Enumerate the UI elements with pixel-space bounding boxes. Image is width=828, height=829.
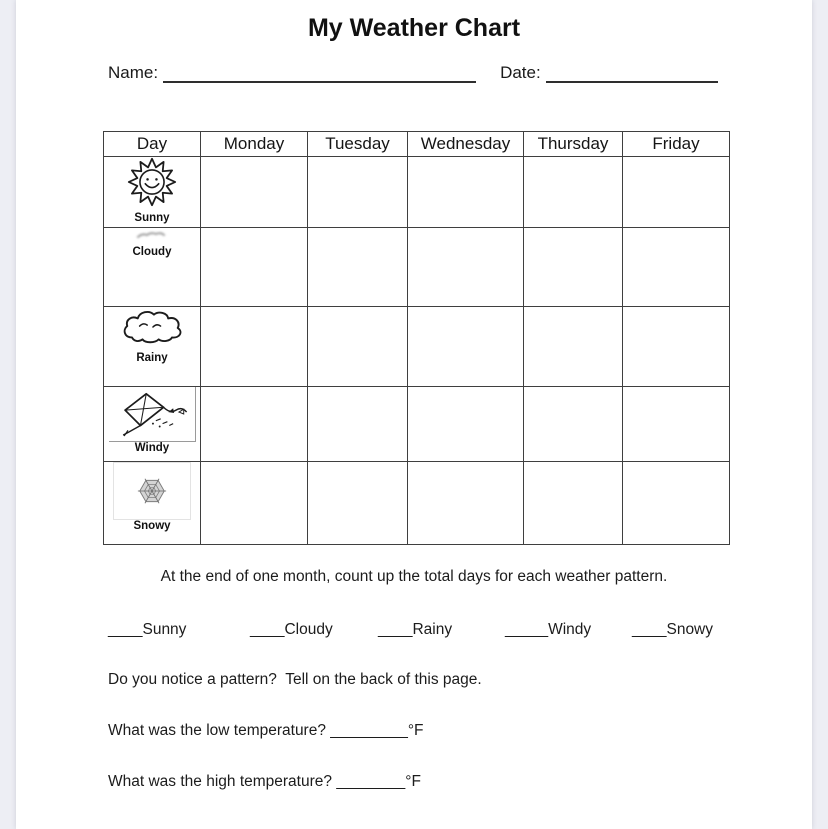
page-title: My Weather Chart — [307, 14, 521, 42]
snowy-row-header-cell — [104, 462, 201, 545]
weather-cell — [201, 157, 308, 228]
weather-cell — [524, 157, 623, 228]
name-label: Name: — [108, 63, 159, 82]
weather-cell — [201, 307, 308, 387]
cloud-smudge-icon — [135, 228, 169, 246]
date-label: Date: — [500, 63, 541, 82]
table-row-windy — [104, 387, 730, 462]
weather-cell — [308, 462, 408, 545]
count-blank-cloudy: ____Cloudy — [250, 621, 333, 638]
table-row-rainy — [104, 307, 730, 387]
count-instruction-text: At the end of one month, count up the total days for each weather pattern. — [160, 568, 668, 585]
column-header-tuesday: Tuesday — [308, 132, 408, 157]
column-header-wednesday: Wednesday — [408, 132, 524, 157]
column-header-thursday: Thursday — [524, 132, 623, 157]
sun-smiley-icon — [127, 157, 177, 212]
weather-cell — [623, 462, 730, 545]
kite-icon — [109, 387, 196, 442]
weather-cell — [408, 462, 524, 545]
weather-cell — [623, 307, 730, 387]
low-temperature-question: What was the low temperature? _________°F — [108, 722, 424, 739]
count-blank-sunny: ____Sunny — [108, 621, 187, 638]
weather-cell — [623, 157, 730, 228]
table-header-row — [104, 132, 730, 157]
weather-cell — [308, 157, 408, 228]
weather-cell — [408, 387, 524, 462]
name-blank-line — [163, 61, 476, 83]
column-header-friday: Friday — [623, 132, 730, 157]
weather-cell — [308, 228, 408, 307]
weather-cell — [308, 387, 408, 462]
weather-cell — [524, 228, 623, 307]
worksheet-page — [16, 0, 812, 829]
table-row-sunny — [104, 157, 730, 228]
windy-row-header-cell — [104, 387, 201, 462]
weather-cell — [408, 307, 524, 387]
date-blank-line — [546, 61, 718, 83]
weather-cell — [201, 462, 308, 545]
row-label-windy: Windy — [134, 442, 170, 454]
snowflake-icon — [113, 462, 191, 520]
weather-cell — [201, 228, 308, 307]
high-temperature-question: What was the high temperature? ________°F — [108, 773, 421, 790]
cloudy-row-header-cell — [104, 228, 201, 307]
weather-cell — [524, 387, 623, 462]
row-label-rainy: Rainy — [136, 352, 168, 364]
weather-cell — [524, 307, 623, 387]
row-label-sunny: Sunny — [134, 212, 170, 224]
column-header-day: Day — [104, 132, 201, 157]
table-row-cloudy — [104, 228, 730, 307]
rainy-row-header-cell — [104, 307, 201, 387]
weather-cell — [308, 307, 408, 387]
column-header-monday: Monday — [201, 132, 308, 157]
count-blank-rainy: ____Rainy — [378, 621, 453, 638]
pattern-question-text: Do you notice a pattern? Tell on the back of this page. — [108, 671, 482, 688]
weather-cell — [408, 228, 524, 307]
sunny-row-header-cell — [104, 157, 201, 228]
count-blank-snowy: ____Snowy — [632, 621, 714, 638]
weather-cell — [524, 462, 623, 545]
weather-cell — [201, 387, 308, 462]
weather-table — [103, 131, 730, 545]
count-blank-windy: _____Windy — [505, 621, 592, 638]
rain-cloud-icon — [120, 307, 184, 352]
row-label-snowy: Snowy — [133, 520, 171, 532]
weather-cell — [623, 387, 730, 462]
weather-cell — [623, 228, 730, 307]
weather-cell — [408, 157, 524, 228]
name-date-row — [108, 61, 756, 83]
table-row-snowy — [104, 462, 730, 545]
row-label-cloudy: Cloudy — [132, 246, 172, 258]
